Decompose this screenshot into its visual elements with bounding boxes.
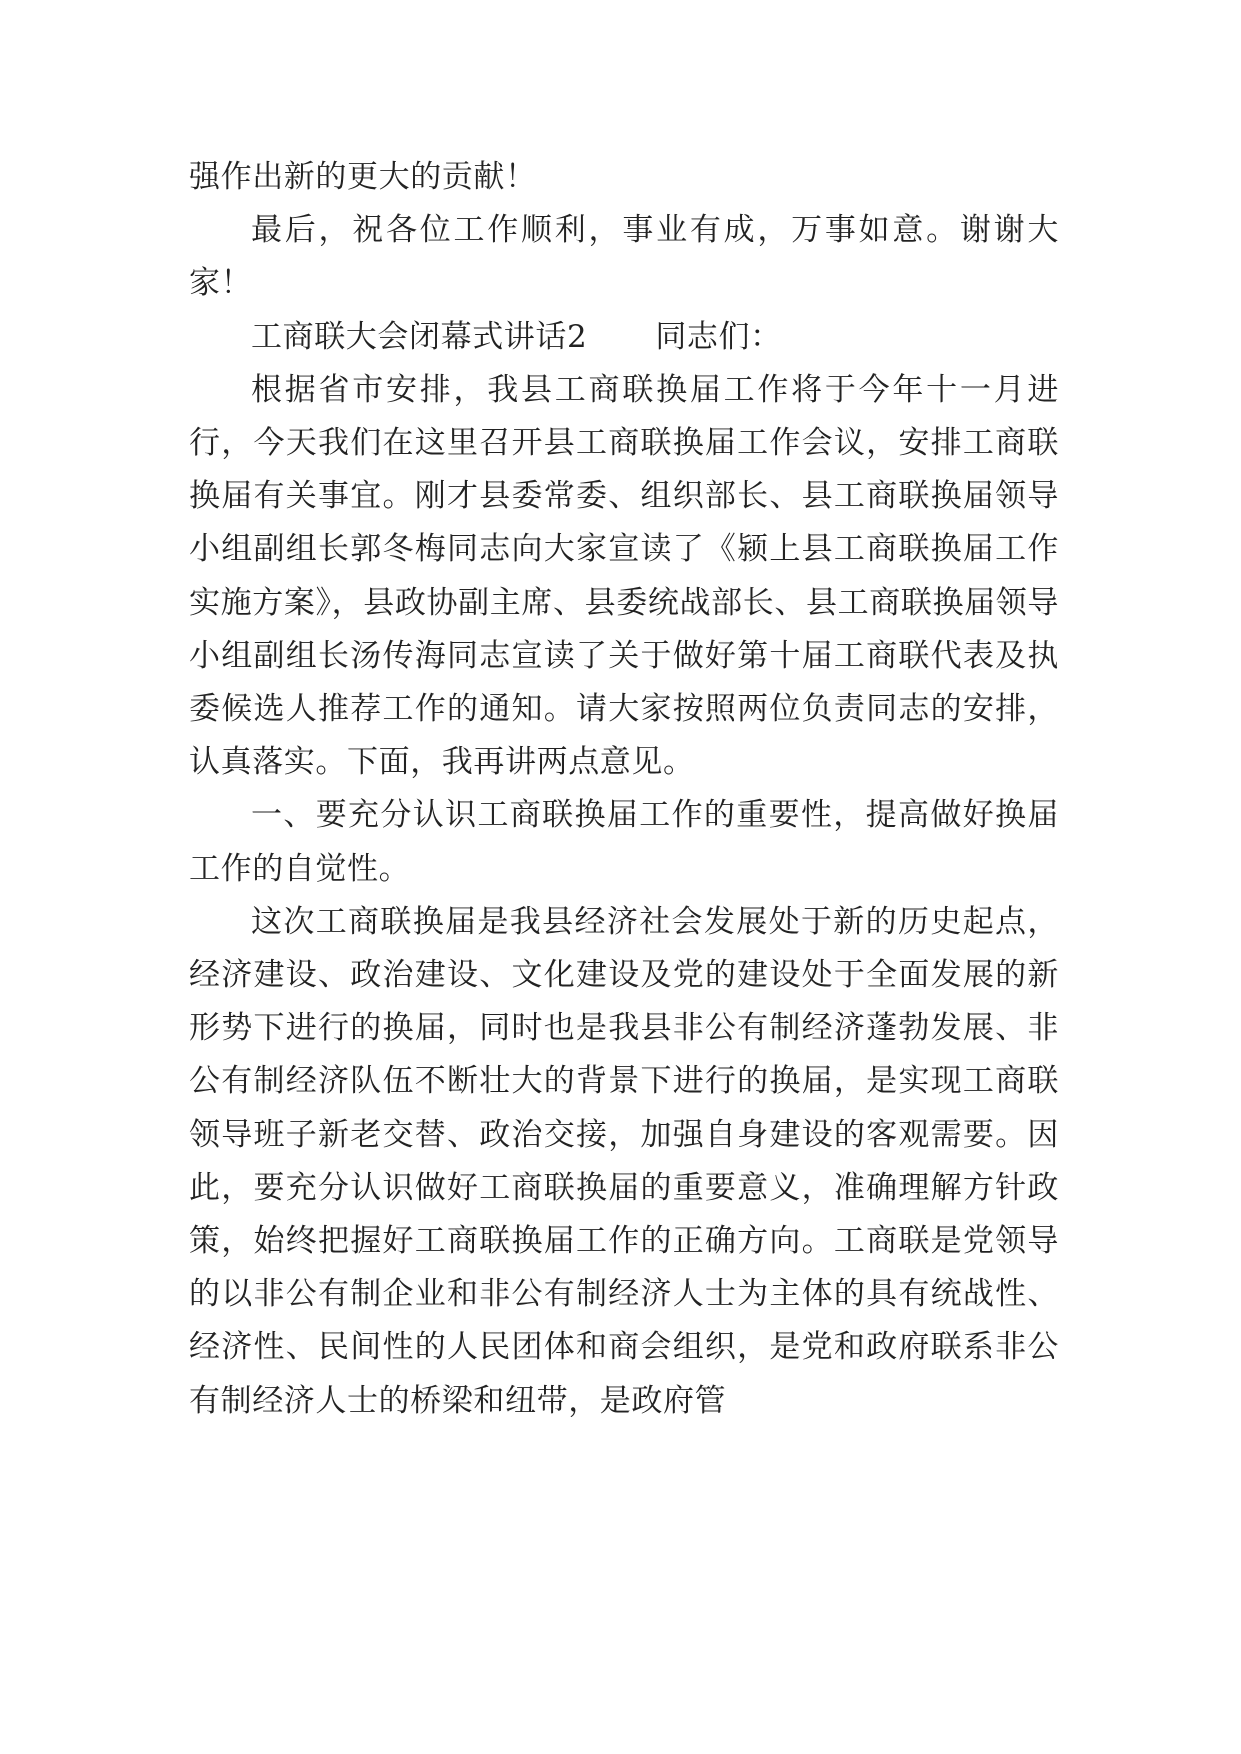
paragraph-point-one: 一、要充分认识工商联换届工作的重要性，提高做好换届工作的自觉性。 — [189, 797, 1059, 887]
paragraph-closing-thanks: 最后，祝各位工作顺利，事业有成，万事如意。谢谢大家！ — [189, 212, 1059, 302]
section-heading — [189, 311, 1059, 364]
speech-greeting: 同志们： — [655, 318, 782, 355]
document-body — [189, 151, 1059, 1428]
paragraph-significance: 这次工商联换届是我县经济社会发展处于新的历史起点，经济建设、政治建设、文化建设及党的建设处于全面发展的新形势下进行的换届，同时也是我县非公有制经济蓬勃发展、非公有制经济队伍不断壮大的背景下进行的换届，是实现工商联领导班子新老交替、政治交接，加强自身建设的客观需要。因此，要充分认识做好工商联换届的重要意义，准确理解方针政策，始终把握好工商联换届工作的正确方向。工商联是党领导的以非公有制企业和非公有制经济人士为主体的具有统战性、经济性、民间性的人民团体和商会组织，是党和政府联系非公有制经济人士的桥梁和纽带，是政府管 — [189, 903, 1059, 1419]
paragraph-continuation: 强作出新的更大的贡献！ — [189, 159, 537, 195]
paragraph-arrangement: 根据省市安排，我县工商联换届工作将于今年十一月进行，今天我们在这里召开县工商联换届工作会议，安排工商联换届有关事宜。刚才县委常委、组织部长、县工商联换届领导小组副组长郭冬梅同志向大家宣读了《颍上县工商联换届工作实施方案》，县政协副主席、县委统战部长、县工商联换届领导小组副组长汤传海同志宣读了关于做好第十届工商联代表及执委候选人推荐工作的通知。请大家按照两位负责同志的安排，认真落实。下面，我再讲两点意见。 — [189, 371, 1059, 781]
speech-title: 工商联大会闭幕式讲话2 — [251, 318, 588, 355]
